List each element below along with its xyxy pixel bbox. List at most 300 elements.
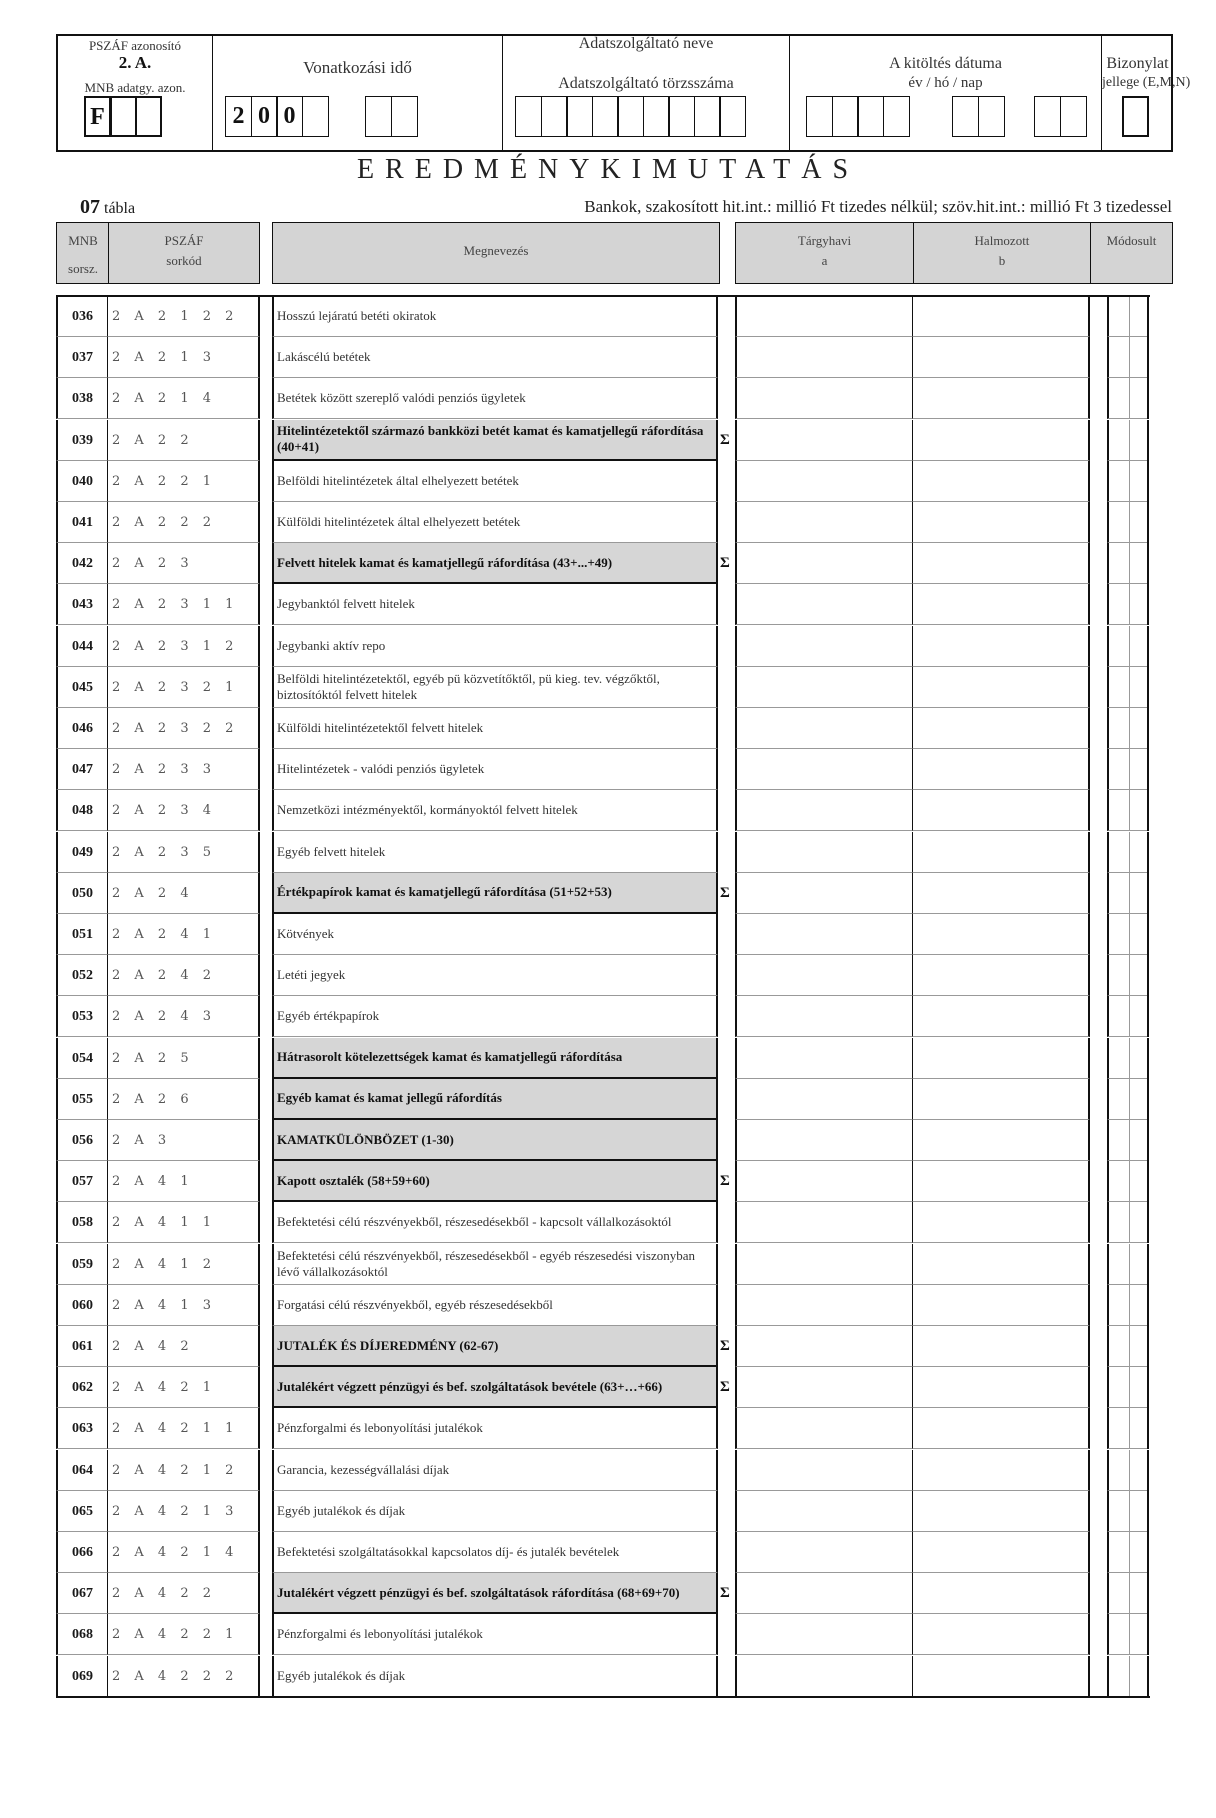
units-note: Bankok, szakosított hit.int.: millió Ft tizedes nélkül; szöv.hit.int.: millió Ft 3 tizedessel	[584, 197, 1172, 216]
row-name	[272, 914, 718, 955]
doc-type-cell	[1102, 36, 1191, 150]
period-box[interactable]: 0	[251, 96, 278, 137]
date-box[interactable]	[1034, 96, 1061, 137]
row-name-text: Betétek között szereplő valódi penziós ügyletek	[277, 390, 526, 406]
row-name	[272, 584, 718, 625]
fill-date-cell	[790, 36, 1102, 150]
row-name	[272, 708, 718, 749]
sum-sigma-icon	[720, 1532, 736, 1573]
reg-box[interactable]	[592, 96, 619, 137]
modified-cell-inner[interactable]	[1129, 461, 1149, 502]
provider-name-label: Adatszolgáltató neve	[578, 35, 714, 52]
row-name	[272, 1532, 718, 1573]
modified-cell-inner[interactable]	[1129, 1161, 1149, 1202]
date-box[interactable]	[952, 96, 979, 137]
table-row	[0, 832, 1216, 873]
modified-cell-inner[interactable]	[1129, 1656, 1149, 1697]
row-number: 050	[56, 873, 108, 914]
table-row	[0, 420, 1216, 461]
value-cell-current[interactable]	[735, 1532, 913, 1573]
col-b-text: Halmozott	[974, 233, 1030, 248]
date-box[interactable]	[806, 96, 833, 137]
row-number: 055	[56, 1079, 108, 1120]
modified-cell-inner[interactable]	[1129, 502, 1149, 543]
sum-sigma-icon	[720, 1120, 736, 1161]
row-name	[272, 1079, 718, 1120]
row-name-text: Befektetési célú részvényekből, részesedésekből - egyéb részesedési viszonyban lévő vállalkozásoktól	[277, 1247, 695, 1279]
reg-box[interactable]	[694, 96, 721, 137]
table-row	[0, 1491, 1216, 1532]
col-a-header	[735, 222, 914, 284]
mnb-id-box[interactable]	[135, 96, 162, 137]
sum-sigma-icon	[720, 1408, 736, 1449]
table-word: tábla	[104, 200, 136, 217]
row-name-text: Felvett hitelek kamat és kamatjellegű ráfordítása (43+...+49)	[277, 554, 613, 570]
row-code: 2 A 4 2 2 1	[108, 1614, 260, 1655]
row-code: 2 A 2 4	[108, 873, 260, 914]
modified-cell-inner[interactable]	[1129, 914, 1149, 955]
value-cell-cumulative[interactable]	[913, 420, 1090, 461]
reg-box[interactable]	[617, 96, 644, 137]
value-cell-cumulative[interactable]	[913, 667, 1090, 708]
table-row	[0, 873, 1216, 914]
value-cell-current[interactable]	[735, 1079, 913, 1120]
modified-cell-inner[interactable]	[1129, 790, 1149, 831]
row-name	[272, 1573, 718, 1614]
sum-sigma-icon: Σ	[720, 1585, 730, 1602]
modified-cell-inner[interactable]	[1129, 626, 1149, 667]
row-name	[272, 1491, 718, 1532]
value-cell-cumulative[interactable]	[913, 626, 1090, 667]
provider-reg-boxes	[515, 96, 745, 137]
table-number: 07	[80, 196, 100, 218]
table-row	[0, 1244, 1216, 1285]
value-cell-current[interactable]	[735, 996, 913, 1037]
row-number: 056	[56, 1120, 108, 1161]
value-cell-current[interactable]	[735, 749, 913, 790]
value-cell-cumulative[interactable]	[913, 1202, 1090, 1243]
row-name-text: Hátrasorolt kötelezettségek kamat és kamatjellegű ráfordítása	[277, 1049, 623, 1065]
value-cell-current[interactable]	[735, 1408, 913, 1449]
value-cell-current[interactable]	[735, 1367, 913, 1408]
modified-cell-inner[interactable]	[1129, 1202, 1149, 1243]
date-box[interactable]	[857, 96, 884, 137]
row-code: 2 A 4 2 1	[108, 1367, 260, 1408]
modified-cell-inner[interactable]	[1129, 1120, 1149, 1161]
modified-cell-inner[interactable]	[1129, 749, 1149, 790]
mnb-id-box[interactable]: F	[84, 96, 111, 137]
col-name-header	[272, 222, 720, 284]
reference-period-boxes	[225, 96, 327, 137]
modified-cell-inner[interactable]	[1129, 1450, 1149, 1491]
value-cell-cumulative[interactable]	[913, 502, 1090, 543]
row-number: 045	[56, 667, 108, 708]
row-code: 2 A 2 6	[108, 1079, 260, 1120]
value-cell-current[interactable]	[735, 832, 913, 873]
value-cell-cumulative[interactable]	[913, 1656, 1090, 1697]
row-name-text: Hitelintézetek - valódi penziós ügyletek	[277, 761, 485, 777]
row-name-text: Hosszú lejáratú betéti okiratok	[277, 308, 437, 323]
table-row	[0, 296, 1216, 337]
value-cell-cumulative[interactable]	[913, 296, 1090, 337]
mnb-label: MNB adatgy. azon.	[84, 80, 186, 95]
row-name	[272, 1450, 718, 1491]
sum-sigma-icon: Σ	[720, 884, 730, 901]
row-name-text: Pénzforgalmi és lebonyolítási jutalékok	[277, 1626, 483, 1642]
value-cell-cumulative[interactable]	[913, 461, 1090, 502]
modified-cell-inner[interactable]	[1129, 378, 1149, 419]
reg-box[interactable]	[643, 96, 670, 137]
sum-sigma-icon	[720, 914, 736, 955]
reg-box[interactable]	[541, 96, 568, 137]
row-number: 051	[56, 914, 108, 955]
row-name-text: Hitelintézetektől származó bankközi betét kamat és kamatjellegű ráfordítása (40+41)	[277, 423, 704, 455]
value-cell-cumulative[interactable]	[913, 1491, 1090, 1532]
row-code: 2 A 4 1 1	[108, 1202, 260, 1243]
row-name	[272, 667, 718, 708]
row-name-text: Egyéb értékpapírok	[277, 1008, 380, 1024]
value-cell-cumulative[interactable]	[913, 955, 1090, 996]
row-name	[272, 1202, 718, 1243]
modified-cell-inner[interactable]	[1129, 955, 1149, 996]
modified-cell-inner[interactable]	[1129, 1491, 1149, 1532]
row-name-text: Belföldi hitelintézetektől, egyéb pü közvetítőktől, pü kieg. tev. végzőktől, biztosítóktól felvett hitelek	[277, 670, 660, 702]
value-cell-current[interactable]	[735, 1038, 913, 1079]
col-name-text: Megnevezés	[463, 243, 529, 258]
value-cell-current[interactable]	[735, 1491, 913, 1532]
date-box[interactable]	[832, 96, 859, 137]
row-name-text: Lakáscélú betétek	[277, 349, 371, 365]
sum-sigma-icon: Σ	[720, 431, 730, 448]
row-name-text: Egyéb jutalékok és díjak	[277, 1502, 406, 1518]
col-mnb-header	[56, 222, 110, 284]
value-cell-current[interactable]	[735, 1202, 913, 1243]
row-name	[272, 461, 718, 502]
value-cell-cumulative[interactable]	[913, 1326, 1090, 1367]
period-box[interactable]	[302, 96, 329, 137]
doc-type-sub: jellege (E,M,N)	[1102, 75, 1191, 90]
row-code: 2 A 4 2 1 1	[108, 1408, 260, 1449]
row-code: 2 A 2 3	[108, 543, 260, 584]
value-cell-cumulative[interactable]	[913, 790, 1090, 831]
modified-cell-inner[interactable]	[1129, 873, 1149, 914]
value-cell-current[interactable]	[735, 1614, 913, 1655]
page-title: EREDMÉNYKIMUTATÁS	[356, 154, 860, 185]
table-row	[0, 1038, 1216, 1079]
row-code: 2 A 4 1 3	[108, 1285, 260, 1326]
modified-cell-inner[interactable]	[1129, 296, 1149, 337]
sum-sigma-icon: Σ	[720, 1338, 730, 1354]
table-row	[0, 1120, 1216, 1161]
row-name	[272, 1244, 718, 1285]
modified-cell-inner[interactable]	[1129, 667, 1149, 708]
pszaf-value: 2. A.	[118, 53, 152, 72]
period-box[interactable]	[365, 96, 392, 137]
reg-box[interactable]	[668, 96, 695, 137]
modified-cell-inner[interactable]	[1129, 708, 1149, 749]
row-name	[272, 873, 718, 914]
date-box[interactable]	[1060, 96, 1087, 137]
value-cell-current[interactable]	[735, 914, 913, 955]
row-code: 2 A 4 2 2	[108, 1573, 260, 1614]
sum-sigma-icon	[720, 832, 736, 873]
value-cell-cumulative[interactable]	[913, 1285, 1090, 1326]
sum-sigma-icon	[720, 996, 736, 1037]
pszaf-label: PSZÁF azonosító	[88, 38, 182, 53]
row-name-text: Garancia, kezességvállalási díjak	[277, 1461, 450, 1477]
row-name	[272, 378, 718, 419]
modified-cell-inner[interactable]	[1129, 1532, 1149, 1573]
row-name-text: Befektetési szolgáltatásokkal kapcsolatos díj- és jutalék bevételek	[277, 1544, 620, 1559]
value-cell-current[interactable]	[735, 955, 913, 996]
value-cell-cumulative[interactable]	[913, 1120, 1090, 1161]
sum-sigma-icon	[720, 337, 736, 378]
table-row	[0, 1161, 1216, 1202]
row-code: 2 A 3	[108, 1120, 260, 1161]
provider-reg-label: Adatszolgáltató törzsszáma	[558, 75, 734, 92]
row-name-text: Jutalékért végzett pénzügyi és bef. szolgáltatások ráfordítása (68+69+70)	[277, 1584, 680, 1600]
row-number: 052	[56, 955, 108, 996]
modified-cell-inner[interactable]	[1129, 1285, 1149, 1326]
modified-cell-inner[interactable]	[1129, 1079, 1149, 1120]
value-cell-current[interactable]	[735, 1450, 913, 1491]
table-row	[0, 1532, 1216, 1573]
reg-box[interactable]	[515, 96, 542, 137]
period-box[interactable]: 0	[276, 96, 303, 137]
value-cell-cumulative[interactable]	[913, 1408, 1090, 1449]
value-cell-current[interactable]	[735, 1573, 913, 1614]
value-cell-cumulative[interactable]	[913, 337, 1090, 378]
col-m-header	[1090, 222, 1173, 284]
row-code: 2 A 2 5	[108, 1038, 260, 1079]
sum-sigma-icon	[720, 296, 736, 337]
reg-box[interactable]	[719, 96, 746, 137]
modified-cell-inner[interactable]	[1129, 420, 1149, 461]
value-cell-current[interactable]	[735, 1244, 913, 1285]
row-name-text: Külföldi hitelintézetek által elhelyezett betétek	[277, 514, 521, 529]
fill-date-sub: év / hó / nap	[908, 75, 983, 91]
sum-sigma-icon	[720, 667, 736, 708]
row-code: 2 A 4 1	[108, 1161, 260, 1202]
pszaf-id-cell	[58, 36, 213, 150]
modified-cell-inner[interactable]	[1129, 1038, 1149, 1079]
value-cell-cumulative[interactable]	[913, 1532, 1090, 1573]
value-cell-current[interactable]	[735, 873, 913, 914]
value-cell-cumulative[interactable]	[913, 749, 1090, 790]
table-row	[0, 378, 1216, 419]
reference-period-cell	[213, 36, 503, 150]
sum-sigma-icon	[720, 1038, 736, 1079]
value-cell-cumulative[interactable]	[913, 1079, 1090, 1120]
value-cell-current[interactable]	[735, 1656, 913, 1697]
reference-month-boxes	[365, 96, 416, 137]
table-row	[0, 1367, 1216, 1408]
row-name-text: Forgatási célú részvényekből, egyéb részesedésekből	[277, 1296, 553, 1312]
value-cell-cumulative[interactable]	[913, 1450, 1090, 1491]
row-name-text: Egyéb jutalékok és díjak	[277, 1667, 406, 1683]
row-number: 037	[56, 337, 108, 378]
table-row	[0, 1614, 1216, 1655]
row-code: 2 A 2 1 4	[108, 378, 260, 419]
doc-type-label: Bizonylat	[1106, 55, 1169, 72]
row-name	[272, 543, 718, 584]
value-cell-current[interactable]	[735, 584, 913, 625]
row-code: 2 A 2 2	[108, 420, 260, 461]
modified-cell-inner[interactable]	[1129, 1573, 1149, 1614]
value-cell-cumulative[interactable]	[913, 873, 1090, 914]
sum-sigma-icon	[720, 1079, 736, 1120]
col-pszaf-header	[108, 222, 260, 284]
value-cell-current[interactable]	[735, 626, 913, 667]
value-cell-cumulative[interactable]	[913, 584, 1090, 625]
value-cell-cumulative[interactable]	[913, 1367, 1090, 1408]
table-row	[0, 996, 1216, 1037]
value-cell-current[interactable]	[735, 420, 913, 461]
value-cell-current[interactable]	[735, 461, 913, 502]
mnb-id-box[interactable]	[110, 96, 137, 137]
date-box[interactable]	[883, 96, 910, 137]
value-cell-current[interactable]	[735, 667, 913, 708]
row-name	[272, 832, 718, 873]
row-name	[272, 1656, 718, 1697]
value-cell-cumulative[interactable]	[913, 1573, 1090, 1614]
row-name	[272, 1161, 718, 1202]
sum-sigma-icon	[720, 378, 736, 419]
row-name-text: KAMATKÜLÖNBÖZET (1-30)	[277, 1131, 454, 1147]
modified-cell-inner[interactable]	[1129, 1408, 1149, 1449]
modified-cell-inner[interactable]	[1129, 1367, 1149, 1408]
row-name-text: Nemzetközi intézményektől, kormányoktól felvett hitelek	[277, 802, 578, 818]
modified-cell-inner[interactable]	[1129, 584, 1149, 625]
col-m-text: Módosult	[1106, 233, 1157, 248]
value-cell-current[interactable]	[735, 378, 913, 419]
row-number: 057	[56, 1161, 108, 1202]
table-row	[0, 790, 1216, 831]
sum-sigma-icon	[720, 1656, 736, 1697]
value-cell-current[interactable]	[735, 790, 913, 831]
sum-sigma-icon: Σ	[720, 555, 730, 572]
row-number: 039	[56, 420, 108, 461]
value-cell-cumulative[interactable]	[913, 1161, 1090, 1202]
period-box[interactable]: 2	[225, 96, 252, 137]
row-number: 043	[56, 584, 108, 625]
reference-period-label: Vonatkozási idő	[303, 58, 412, 77]
modified-cell-inner[interactable]	[1129, 832, 1149, 873]
row-code: 2 A 4 2	[108, 1326, 260, 1367]
sum-sigma-icon	[720, 1244, 736, 1285]
table-row	[0, 1202, 1216, 1243]
reg-box[interactable]	[566, 96, 593, 137]
table-row	[0, 1079, 1216, 1120]
row-number: 042	[56, 543, 108, 584]
row-code: 2 A 4 1 2	[108, 1244, 260, 1285]
value-cell-current[interactable]	[735, 1285, 913, 1326]
row-name	[272, 420, 718, 461]
row-name-text: Befektetési célú részvényekből, részesedésekből - kapcsolt vállalkozásoktól	[277, 1214, 672, 1230]
row-number: 049	[56, 832, 108, 873]
row-name-text: Kötvények	[277, 926, 335, 941]
sum-sigma-icon	[720, 461, 736, 502]
row-code: 2 A 4 2 1 4	[108, 1532, 260, 1573]
value-cell-current[interactable]	[735, 708, 913, 749]
modified-cell-inner[interactable]	[1129, 543, 1149, 584]
value-cell-cumulative[interactable]	[913, 832, 1090, 873]
date-box[interactable]	[978, 96, 1005, 137]
row-number: 061	[56, 1326, 108, 1367]
modified-cell-inner[interactable]	[1129, 1326, 1149, 1367]
value-cell-current[interactable]	[735, 1161, 913, 1202]
col-mnb-sub: sorsz.	[68, 261, 98, 276]
table-top-rule	[56, 295, 1150, 297]
row-number: 066	[56, 1532, 108, 1573]
row-code: 2 A 4 2 2 2	[108, 1656, 260, 1697]
row-code: 2 A 2 2 2	[108, 502, 260, 543]
row-code: 2 A 2 3 3	[108, 749, 260, 790]
table-bottom-rule	[56, 1696, 1150, 1698]
modified-cell-inner[interactable]	[1129, 1244, 1149, 1285]
row-code: 2 A 2 2 1	[108, 461, 260, 502]
value-cell-cumulative[interactable]	[913, 708, 1090, 749]
row-number: 046	[56, 708, 108, 749]
row-number: 040	[56, 461, 108, 502]
value-cell-cumulative[interactable]	[913, 996, 1090, 1037]
value-cell-cumulative[interactable]	[913, 1614, 1090, 1655]
value-cell-cumulative[interactable]	[913, 1244, 1090, 1285]
row-name	[272, 955, 718, 996]
table-row	[0, 461, 1216, 502]
value-cell-current[interactable]	[735, 543, 913, 584]
row-number: 044	[56, 626, 108, 667]
row-code: 2 A 2 1 3	[108, 337, 260, 378]
value-cell-current[interactable]	[735, 502, 913, 543]
doc-type-box[interactable]	[1122, 96, 1149, 137]
sum-sigma-icon	[720, 1202, 736, 1243]
form-header	[56, 34, 1191, 152]
row-name	[272, 1614, 718, 1655]
value-cell-current[interactable]	[735, 1326, 913, 1367]
row-number: 054	[56, 1038, 108, 1079]
modified-cell-inner[interactable]	[1129, 996, 1149, 1037]
period-box[interactable]	[391, 96, 418, 137]
row-name-text: Jegybanktól felvett hitelek	[277, 596, 415, 612]
col-pszaf-text: PSZÁF	[164, 233, 204, 248]
row-name-text: Külföldi hitelintézetektől felvett hitelek	[277, 720, 484, 735]
value-cell-current[interactable]	[735, 1120, 913, 1161]
fill-year-boxes	[806, 96, 908, 137]
modified-cell-inner[interactable]	[1129, 337, 1149, 378]
row-code: 2 A 2 3 1 1	[108, 584, 260, 625]
value-cell-cumulative[interactable]	[913, 378, 1090, 419]
value-cell-current[interactable]	[735, 337, 913, 378]
row-name	[272, 1367, 718, 1408]
table-row	[0, 914, 1216, 955]
row-name-text: Egyéb kamat és kamat jellegű ráfordítás	[277, 1090, 502, 1106]
value-cell-current[interactable]	[735, 296, 913, 337]
row-number: 063	[56, 1408, 108, 1449]
row-name	[272, 337, 718, 378]
value-cell-cumulative[interactable]	[913, 543, 1090, 584]
value-cell-cumulative[interactable]	[913, 914, 1090, 955]
row-number: 068	[56, 1614, 108, 1655]
modified-cell-inner[interactable]	[1129, 1614, 1149, 1655]
row-number: 058	[56, 1202, 108, 1243]
sum-sigma-icon	[720, 749, 736, 790]
value-cell-cumulative[interactable]	[913, 1038, 1090, 1079]
row-number: 060	[56, 1285, 108, 1326]
row-number: 064	[56, 1450, 108, 1491]
table-label	[80, 196, 135, 219]
table-row	[0, 1326, 1216, 1367]
